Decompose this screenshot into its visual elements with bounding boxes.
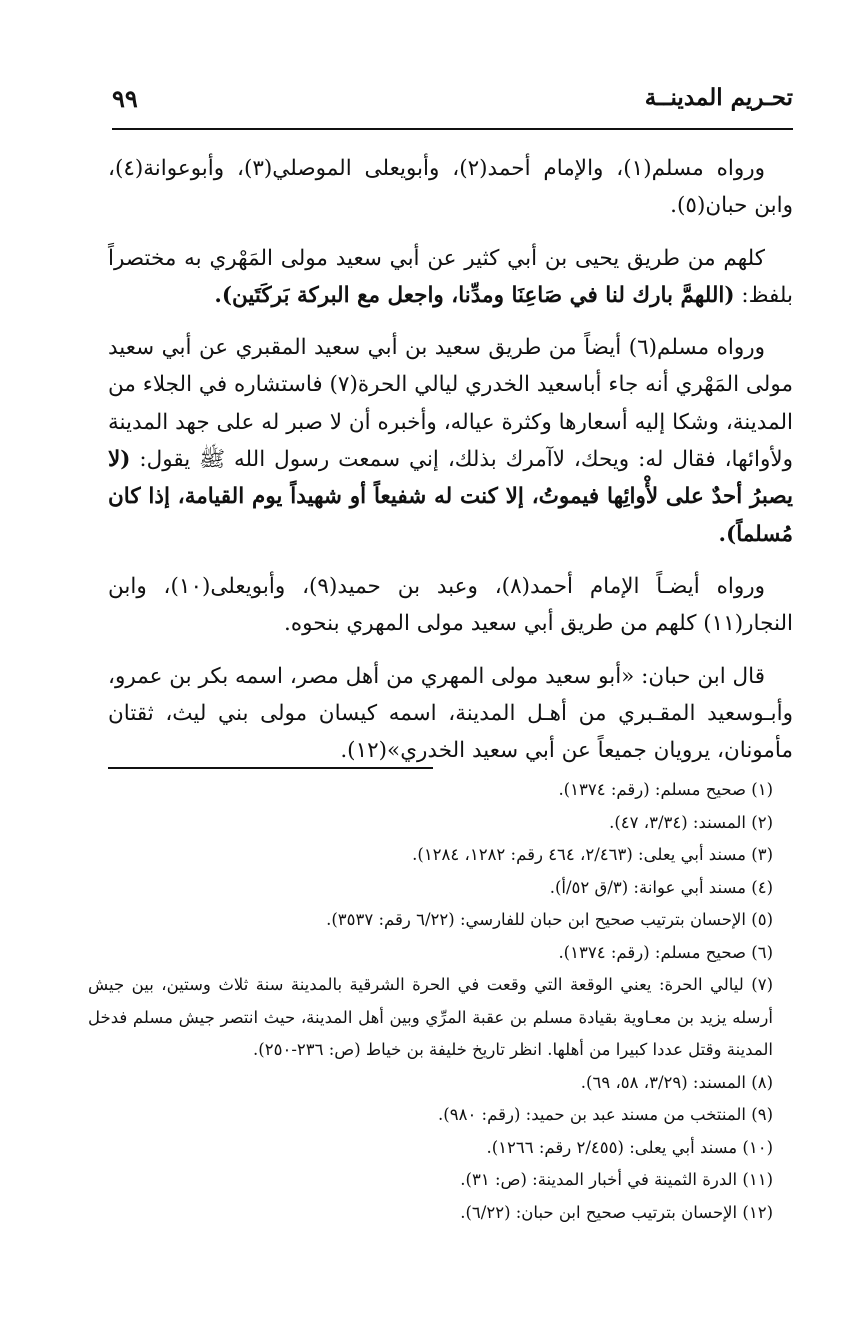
page-number: ٩٩ [112, 84, 138, 113]
footnote-12: (١٢) الإحسان بترتيب صحيح ابن حبان: (٦/٢٢). [460, 1202, 773, 1222]
paragraph-5: قال ابن حبان: «أبو سعيد مولى المهري من أهل مصر، اسمه بكر بن عمرو، وأبـوسعيد المقـبري من أهـل المدينة، اسمه كيسان مولى بني ليث، ثقتان مأمونان، يرويان جميعاً عن أبي سعيد الخدري»(١٢). [108, 663, 793, 764]
hadith-quote-2: (لا يصبرُ أحدٌ على لأْوائِها فيموتُ، إلا كنت له شفيعاً أو شهيداً يوم القيامة، إذا كان مُسلماً). [108, 447, 793, 547]
paragraph-1: ورواه مسلم(١)، والإمام أحمد(٢)، وأبويعلى الموصلي(٣)، وأبوعوانة(٤)، وابن حبان(٥). [108, 156, 793, 219]
main-text [108, 150, 793, 784]
header-rule [112, 128, 793, 130]
footnotes [88, 774, 793, 1229]
footnote-11: (١١) الدرة الثمينة في أخبار المدينة: (ص: ٣١). [460, 1170, 773, 1189]
footnote-6: (٦) صحيح مسلم: (رقم: ١٣٧٤). [558, 942, 773, 962]
footnote-10: (١٠) مسند أبي يعلى: (٢/٤٥٥ رقم: ١٢٦٦). [486, 1137, 773, 1157]
footnote-separator [108, 767, 433, 769]
paragraph-2 [108, 240, 793, 315]
footnote-8: (٨) المسند: (٣/٢٩، ٥٨، ٦٩). [580, 1072, 773, 1092]
footnote-3: (٣) مسند أبي يعلى: (٢/٤٦٣، ٤٦٤ رقم: ١٢٨٢، ١٢٨٤). [412, 845, 773, 864]
footnote-5: (٥) الإحسان بترتيب صحيح ابن حبان للفارسي: (٦/٢٢ رقم: ٣٥٣٧). [326, 910, 773, 929]
footnote-9: (٩) المنتخب من مسند عبد بن حميد: (رقم: ٩٨٠). [438, 1105, 773, 1124]
footnote-2: (٢) المسند: (٣/٣٤، ٤٧). [609, 812, 773, 832]
running-header-title: تحـريم المدينــة [644, 84, 793, 111]
footnote-1: (١) صحيح مسلم: (رقم: ١٣٧٤). [558, 780, 773, 799]
footnote-4: (٤) مسند أبي عوانة: (٣/ق ٥٢/أ). [549, 877, 773, 897]
paragraph-4: ورواه أيضـاً الإمام أحمد(٨)، وعبد بن حميد(٩)، وأبويعلى(١٠)، وابن النجار(١١) كلهم من طريق أبي سعيد مولى المهري بنحوه. [108, 573, 793, 637]
paragraph-3-intro: ورواه مسلم(٦) أيضاً من طريق سعيد بن أبي سعيد المقبري عن أبي سعيد مولى المَهْري أنه جاء أباسعيد الخدري ليالي الحرة(٧) فاستشاره في الجلاء من المدينة، وشكا إليه أسعارها وكثرة عياله، وأخبره أن لا صبر له على جهد المدينة ولأوائها، فقال له: ويحك، لاآمرك بذلك، إني سمعت رسول الله ﷺ يقول: [108, 335, 793, 473]
footnote-7: (٧) ليالي الحرة: يعني الوقعة التي وقعت في الحرة الشرقية بالمدينة سنة ثلاث وستين، بين جيش أرسله يزيد بن معـاوية بقيادة مسلم بن عقبة المرِّي وبين أهل المدينة، حيث انتصر جيش مسلم فدخل المدينة وقتل عددا كبيرا من أهلها. انظر تاريخ خليفة بن خياط (ص: ٢٣٦-٢٥٠). [88, 975, 773, 1059]
paragraph-3 [108, 329, 793, 553]
paragraph-2-intro: كلهم من طريق يحيى بن أبي كثير عن أبي سعيد مولى المَهْري به مختصراً بلفظ: [108, 245, 793, 308]
hadith-quote-1: (اللهمَّ بارك لنا في صَاعِنَا ومدِّنا، واجعل مع البركة بَركَتَين). [214, 282, 735, 308]
